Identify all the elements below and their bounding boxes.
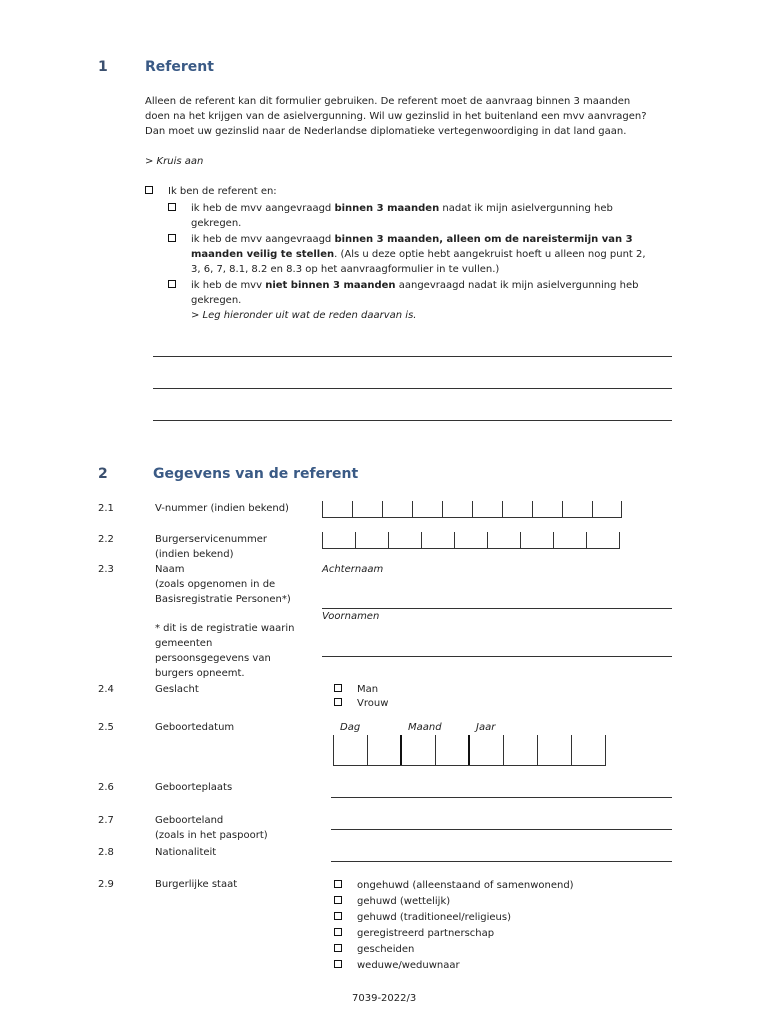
option-1-text: ik heb de mvv aangevraagd binnen 3 maanden nadat ik mijn asielvergunning heb gekregen. [191, 203, 613, 229]
option-vrouw-label: Vrouw [357, 698, 389, 709]
intro-line: Alleen de referent kan dit formulier gebruiken. De referent moet de aanvraag binnen 3 maanden [145, 96, 631, 107]
section-1-number: 1 [98, 59, 108, 75]
q23-note: * dit is de registratie waarin gemeenten persoonsgegevens van burgers opneemt. [155, 623, 295, 679]
checkbox-vrouw[interactable] [334, 698, 342, 706]
v-number-input[interactable] [322, 501, 622, 518]
q23-number: 2.3 [98, 564, 114, 575]
q29-label: Burgerlijke staat [155, 879, 238, 890]
referent-option-label: Ik ben de referent en: [168, 186, 277, 197]
option-man-label: Man [357, 684, 379, 695]
reason-line-1[interactable] [153, 356, 672, 357]
marital-option-label: gehuwd (wettelijk) [357, 896, 451, 907]
bsn-input[interactable] [322, 532, 620, 549]
intro-text [145, 94, 647, 139]
section-2-number: 2 [98, 466, 108, 482]
birth-country-input[interactable] [331, 829, 672, 830]
reason-line-3[interactable] [153, 420, 672, 421]
marital-option-label: gescheiden [357, 944, 415, 955]
surname-label: Achternaam [322, 564, 384, 575]
checkbox-option-3[interactable] [168, 280, 176, 288]
q23-label: Naam (zoals opgenomen in de Basisregistratie Personen*) [155, 564, 291, 605]
q22-label: Burgerservicenummer (indien bekend) [155, 534, 267, 560]
reason-line-2[interactable] [153, 388, 672, 389]
marital-option-label: ongehuwd (alleenstaand of samenwonend) [357, 880, 574, 891]
q29-number: 2.9 [98, 879, 114, 890]
q28-label: Nationaliteit [155, 847, 217, 858]
q26-number: 2.6 [98, 782, 114, 793]
year-label: Jaar [476, 722, 496, 733]
q27-label: Geboorteland (zoals in het paspoort) [155, 815, 268, 841]
given-names-input[interactable] [322, 656, 672, 657]
checkbox-gescheiden[interactable] [334, 944, 342, 952]
section-1-title: Referent [145, 59, 214, 75]
option-2-text: ik heb de mvv aangevraagd binnen 3 maanden, alleen om de nareistermijn van 3 maanden veilig te stellen. (Als u deze optie hebt aangekruist hoeft u alleen nog punt 2, 3, 6, 7, 8.1, 8.2 en 8.3 op het aanvraagformulier in te vullen.) [191, 234, 646, 275]
q28-number: 2.8 [98, 847, 114, 858]
checkbox-option-1[interactable] [168, 203, 176, 211]
marital-option-label: geregistreerd partnerschap [357, 928, 495, 939]
given-names-label: Voornamen [322, 611, 380, 622]
instruction-kruis-aan: > Kruis aan [145, 156, 204, 167]
birthplace-input[interactable] [331, 797, 672, 798]
birthdate-input[interactable] [333, 735, 606, 766]
checkbox-ongehuwd[interactable] [334, 880, 342, 888]
checkbox-gehuwd-traditioneel[interactable] [334, 912, 342, 920]
checkbox-weduwe[interactable] [334, 960, 342, 968]
checkbox-referent[interactable] [145, 186, 153, 194]
section-2-title: Gegevens van de referent [153, 466, 359, 482]
q21-label: V-nummer (indien bekend) [155, 503, 289, 514]
day-label: Dag [340, 722, 361, 733]
option-3-text: ik heb de mvv niet binnen 3 maanden aangevraagd nadat ik mijn asielvergunning heb gekregen. > Leg hieronder uit wat de reden daarvan is. [191, 280, 639, 321]
checkbox-partnerschap[interactable] [334, 928, 342, 936]
q25-number: 2.5 [98, 722, 114, 733]
checkbox-gehuwd-wettelijk[interactable] [334, 896, 342, 904]
q24-label: Geslacht [155, 684, 199, 695]
q27-number: 2.7 [98, 815, 114, 826]
q24-number: 2.4 [98, 684, 114, 695]
form-code: 7039-2022/3 [352, 993, 417, 1004]
q26-label: Geboorteplaats [155, 782, 233, 793]
checkbox-man[interactable] [334, 684, 342, 692]
checkbox-option-2[interactable] [168, 234, 176, 242]
marital-option-label: weduwe/weduwnaar [357, 960, 460, 971]
month-label: Maand [408, 722, 442, 733]
nationality-input[interactable] [331, 861, 672, 862]
q22-number: 2.2 [98, 534, 114, 545]
intro-line: doen na het krijgen van de asielvergunning. Wil uw gezinslid in het buitenland een mvv aanvragen? [145, 111, 647, 122]
q25-label: Geboortedatum [155, 722, 235, 733]
marital-option-label: gehuwd (traditioneel/religieus) [357, 912, 512, 923]
intro-line: Dan moet uw gezinslid naar de Nederlandse diplomatieke vertegenwoordiging in dat land gaan. [145, 126, 627, 137]
q21-number: 2.1 [98, 503, 114, 514]
